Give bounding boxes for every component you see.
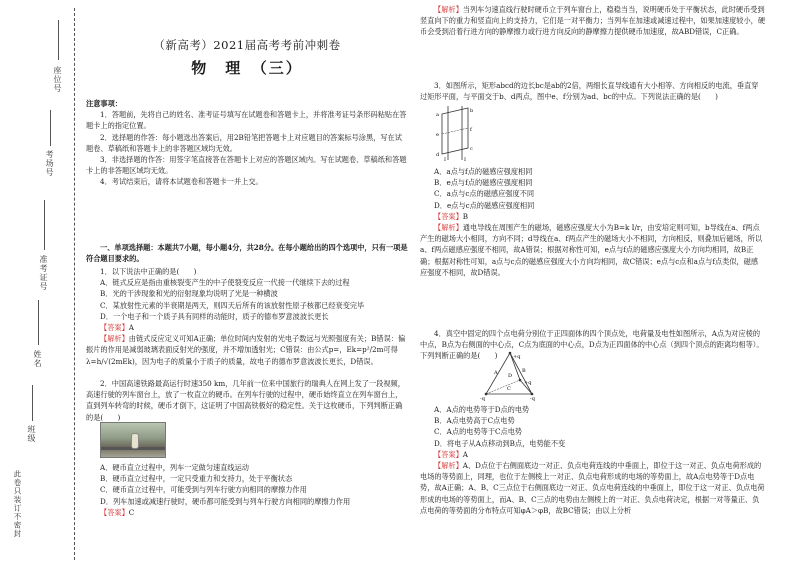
- q4-label: B: [522, 368, 526, 374]
- name-label: 姓名: [33, 350, 42, 368]
- exam-title: 物 理 （三）: [191, 59, 303, 77]
- q3-stem: 3．如图所示，矩形abcd的边长bc是ab的2倍，两细长直导线通有大小相等、方向相反的电流，垂直穿过矩形平面，与平面交于b、d两点，图中e、f分别为ad、bc的中点。下列说法正确的是( ): [420, 81, 759, 102]
- q4-charge-label: +q: [524, 380, 532, 386]
- q4-option: C．A点的电势等于C点电势: [434, 427, 523, 437]
- question-2: [86, 378, 408, 423]
- notice-item: 1．答题前，先将自己的姓名、准考证号填写在试题卷和答题卡上，并将准考证号条形码粘贴在答题卡上的指定位置。: [86, 110, 407, 131]
- q4-charge-label: -q: [530, 396, 535, 402]
- notice-item: 2．选择题的作答：每小题选出答案后，用2B铅笔把答题卡上对应题目的答案标号涂黑，写在试题卷、草稿纸和答题卡上的非答题区域均无效。: [86, 132, 402, 153]
- q1-option: C．某放射性元素的半衰期是两天，则四天后所有的该放射性原子核都已经衰变完毕: [100, 300, 365, 310]
- q3-current-label: I: [464, 157, 466, 162]
- q3-label: d: [436, 152, 440, 158]
- seat-no-label: 座位号: [53, 66, 62, 93]
- binding-dash-line: [74, 8, 75, 560]
- coin-icon: [131, 433, 139, 449]
- q2-answer: 【答案】C: [100, 507, 135, 517]
- exam-room-line: [50, 110, 51, 146]
- q3-option: A．a点与f点的磁感应强度相同: [434, 167, 533, 176]
- exam-room-label: 考场号: [45, 150, 54, 177]
- name-line: [38, 300, 39, 345]
- notice-item: 4．考试结束后，请将本试题卷和答题卡一并上交。: [100, 177, 263, 187]
- q3-label: a: [436, 112, 439, 118]
- ticket-no-line: [44, 200, 45, 250]
- section1-heading: 一、单项选择题：本题共7小题，每小题4分，共28分。在每小题给出的四个选项中，只有一项是符合题目要求的。: [86, 243, 408, 264]
- seat-no-line: [58, 20, 59, 60]
- q2-option: C．硬币直立过程中，可能受到与列车行驶方向相同的摩擦力作用: [100, 485, 307, 495]
- q4-charge-label: +q: [513, 354, 521, 360]
- q4-tetrahedron-figure: [480, 350, 542, 402]
- q3-label: f: [470, 127, 472, 133]
- binding-strip: [0, 0, 80, 566]
- q4-option: D．将电子从A点移动到B点，电势能不变: [434, 438, 566, 448]
- class-line: [32, 385, 33, 421]
- seal-note: 此卷只装订不密封: [13, 470, 22, 538]
- ticket-no-label: 准考证号: [39, 255, 48, 291]
- class-label: 班级: [27, 425, 36, 443]
- q4-analysis: 【解析】A、D点位于右侧面底边一对正、负点电荷连线的中垂面上，即位于这一对正、负点电荷形成的电场的等势面上，同理，也位于左侧棱上一对正、负点电荷形成的电场的等势面上，故A点电势等于D点电势，故A正确；A、B、C三点位于右侧面底边一对正、负点电荷连线的中垂面上，即位于这一对正、负点电荷形成的电场的等势面上，而A、B、C三点的电势由左侧棱上的一对正、负点电荷决定，根据一对等量正、负点电荷的等势面的分布特点可知φA＞φB，故BC错误；由以上分析: [420, 461, 765, 515]
- notice-item: 3．非选择题的作答：用签字笔直接答在答题卡上对应的答题区域内。写在试题卷、草稿纸和答题卡上的非答题区域均无效。: [86, 155, 407, 176]
- q2-option: A．硬币直立过程中，列车一定做匀速直线运动: [100, 463, 249, 472]
- question-1: [86, 266, 408, 367]
- q3-option: D．e点与c点的磁感应强度相同: [434, 200, 535, 210]
- q3-label: e: [436, 132, 439, 138]
- q4-option: B．A点电势高于C点电势: [434, 416, 515, 426]
- question-3: [420, 80, 765, 102]
- q4-options: [420, 404, 765, 516]
- q4-label: D: [508, 373, 513, 379]
- q4-label: A: [494, 370, 498, 376]
- q2-analysis: 【解析】当列车匀速直线行驶时硬币立于列车窗台上，稳稳当当，说明硬币处于平衡状态，此时硬币受到竖直向下的重力和竖直向上的支持力，它们是一对平衡力；当列车在加速或减速过程中，如果加速度较小，硬币会受到沿着行进方向的静摩擦力或行进方向反向的静摩擦力提供硬币加速度，故ABD错误，C正确。: [420, 5, 766, 37]
- q2-stem: 2．中国高速铁路最高运行时速350 km，几年前一位来中国旅行的瑞典人在网上发了一段视频，高速行驶的列车窗台上，放了一枚直立的硬币。在列车行驶的过程中，硬币始终直立在列车窗台上，直到列车转弯的时候，硬币才倒下，这证明了中国高铁极好的稳定性。关于这枚硬币，下列判断正确的是( ): [86, 379, 405, 422]
- q4-label: C: [507, 386, 511, 392]
- q4-stem: 4．真空中固定的四个点电荷分别位于正四面体的四个顶点处，电荷量及电性如图所示，A点为对应棱的中点，B点为右侧面的中心点，C点为底面的中心点，D点为正四面体的中心点（到四个顶点的距离均相等）。下列判断正确的是( ): [420, 329, 764, 361]
- notice-block: [86, 98, 408, 188]
- q3-label: b: [470, 108, 474, 114]
- q1-option: A．链式反应是指由重核裂变产生的中子使裂变反应一代接一代继续下去的过程: [100, 278, 350, 288]
- q3-option: C．a点与c点的磁感应强度不同: [434, 189, 535, 199]
- q3-label: c: [470, 146, 473, 152]
- q3-option: B．e点与f点的磁感应强度相同: [434, 178, 533, 188]
- notice-heading: 注意事项：: [86, 99, 122, 108]
- q1-analysis: 【解析】由链式反应定义可知A正确；单位时间内发射的光电子数远与光照强度有关；B错误：偏振片的作用是减弱玻璃表面反射光的强度，并不增加透射光；C错误：由公式p=，Ek=p²/2m可得λ=h/√(2mEk)，因为电子的质量小于质子的质量，故电子的德布罗意波波长更长，D错误。: [86, 334, 406, 366]
- q4-charge-label: -q: [480, 396, 485, 402]
- q1-option: D．一个电子和一个质子具有同样的动能时，质子的德布罗意波波长更长: [100, 311, 329, 321]
- q3-analysis: 【解析】通电导线在周围产生的磁场，磁感应强度大小为B=k I/r，由安培定则可知，b导线在a、f两点产生的磁场大小相同，方向不同；d导线在a、f两点产生的磁场大小不相同，方向相反，则叠加后磁场，所以a、f两点磁感应强度不相同，故A错误；根据对称性可知，e点与f点的磁感应强度大小方向均相同，故B正确；根据对称性可知，a点与c点的磁感应强度大小方向均相同，故C错误；e点与c点和a点与f点类似，磁感应强度不相同，故D错误。: [420, 223, 763, 277]
- q3-answer: 【答案】B: [434, 211, 469, 221]
- q2-options: [86, 462, 408, 518]
- q3-options: [420, 166, 765, 278]
- coin-on-train-photo: [100, 422, 166, 458]
- q1-answer: 【答案】A: [100, 323, 134, 333]
- q1-option: B．光的干涉现象和光的衍射现象均说明了光是一种横波: [100, 289, 278, 299]
- q2-option: D．列车加速或减速行驶时，硬币都可能受到与列车行驶方向相同的摩擦力作用: [100, 496, 351, 506]
- q4-option: A．A点的电势等于D点的电势: [434, 405, 530, 414]
- q4-answer: 【答案】A: [434, 449, 468, 459]
- q2-option: B．硬币直立过程中，一定只受重力和支持力，处于平衡状态: [100, 474, 293, 484]
- q3-current-label: I: [444, 157, 446, 162]
- q3-rectangle-figure: [434, 104, 484, 162]
- question-4: [420, 328, 765, 362]
- exam-subtitle: （新高考）2021届高考考前冲刺卷: [153, 38, 341, 52]
- q1-stem: 1．以下说法中正确的是( ): [100, 267, 197, 276]
